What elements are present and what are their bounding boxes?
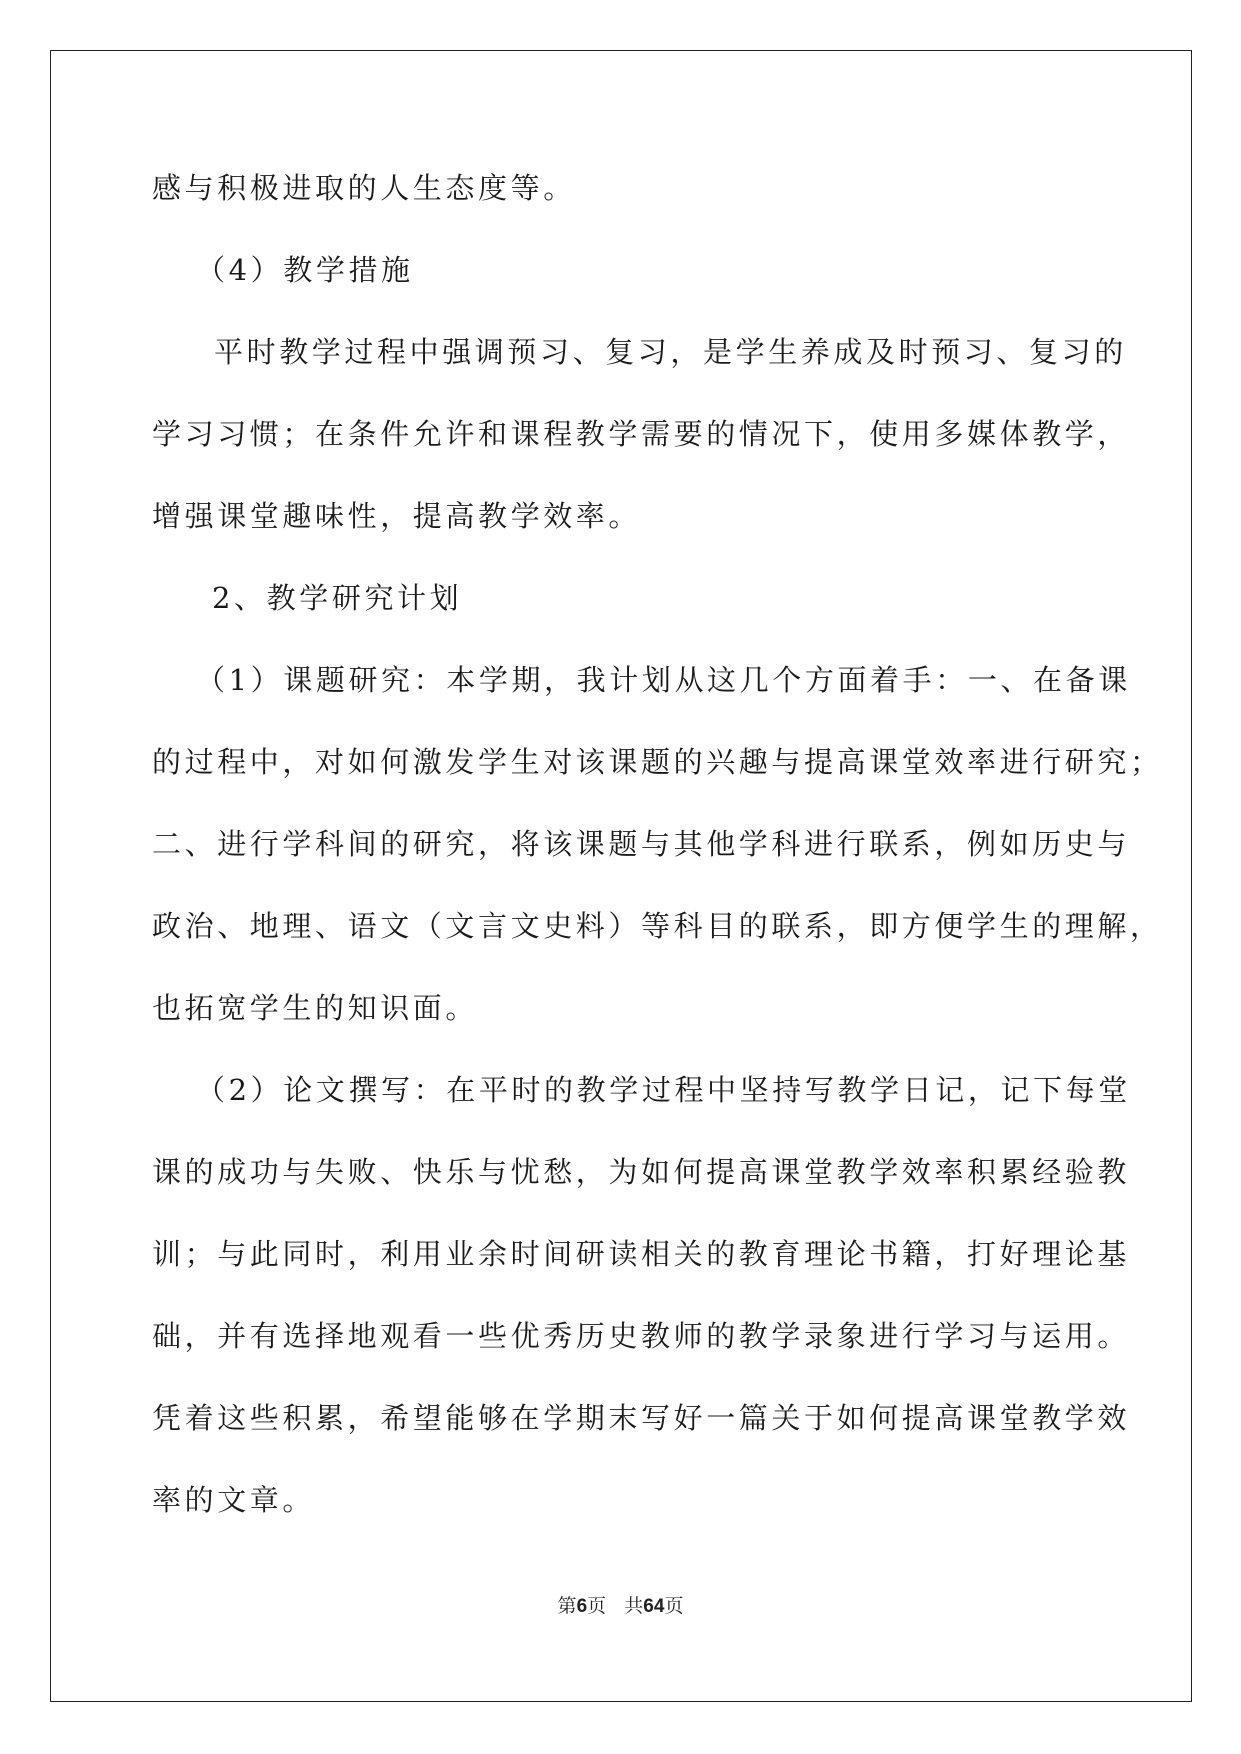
page-border [50,50,1192,1702]
total-prefix: 共 [624,1595,644,1617]
total-pages: 64 [643,1596,665,1617]
body-line: 凭着这些积累，希望能够在学期末写好一篇关于如何提高课堂教学效 [152,1401,1131,1435]
page-number: 6 [576,1596,588,1617]
page-prefix: 第 [557,1595,577,1617]
body-line: 学习习惯；在条件允许和课程教学需要的情况下，使用多媒体教学， [152,417,1131,451]
section-heading: （4）教学措施 [196,253,414,287]
body-line: 的过程中，对如何激发学生对该课题的兴趣与提高课堂效率进行研究； [152,745,1163,779]
body-line: 感与积极进取的人生态度等。 [152,171,576,205]
body-line: 率的文章。 [152,1483,316,1517]
body-line: 增强课堂趣味性，提高教学效率。 [152,499,642,533]
body-line: （2）论文撰写：在平时的教学过程中坚持写教学日记，记下每堂 [196,1073,1131,1107]
body-line: 础，并有选择地观看一些优秀历史教师的教学录象进行学习与运用。 [152,1319,1131,1353]
section-heading: 2、教学研究计划 [212,581,463,615]
total-suffix: 页 [664,1595,684,1617]
body-line: 平时教学过程中强调预习、复习，是学生养成及时预习、复习的 [214,335,1127,369]
body-line: 政治、地理、语文（文言文史料）等科目的联系，即方便学生的理解， [152,909,1163,943]
body-line: 课的成功与失败、快乐与忧愁，为如何提高课堂教学效率积累经验教 [152,1155,1131,1189]
body-line: 二、进行学科间的研究，将该课题与其他学科进行联系，例如历史与 [152,827,1131,861]
body-line: 也拓宽学生的知识面。 [152,991,479,1025]
body-line: 训；与此同时，利用业余时间研读相关的教育理论书籍，打好理论基 [152,1237,1131,1271]
body-line: （1）课题研究：本学期，我计划从这几个方面着手：一、在备课 [196,663,1131,697]
page-suffix: 页 [587,1595,607,1617]
page-footer [0,1594,1241,1619]
